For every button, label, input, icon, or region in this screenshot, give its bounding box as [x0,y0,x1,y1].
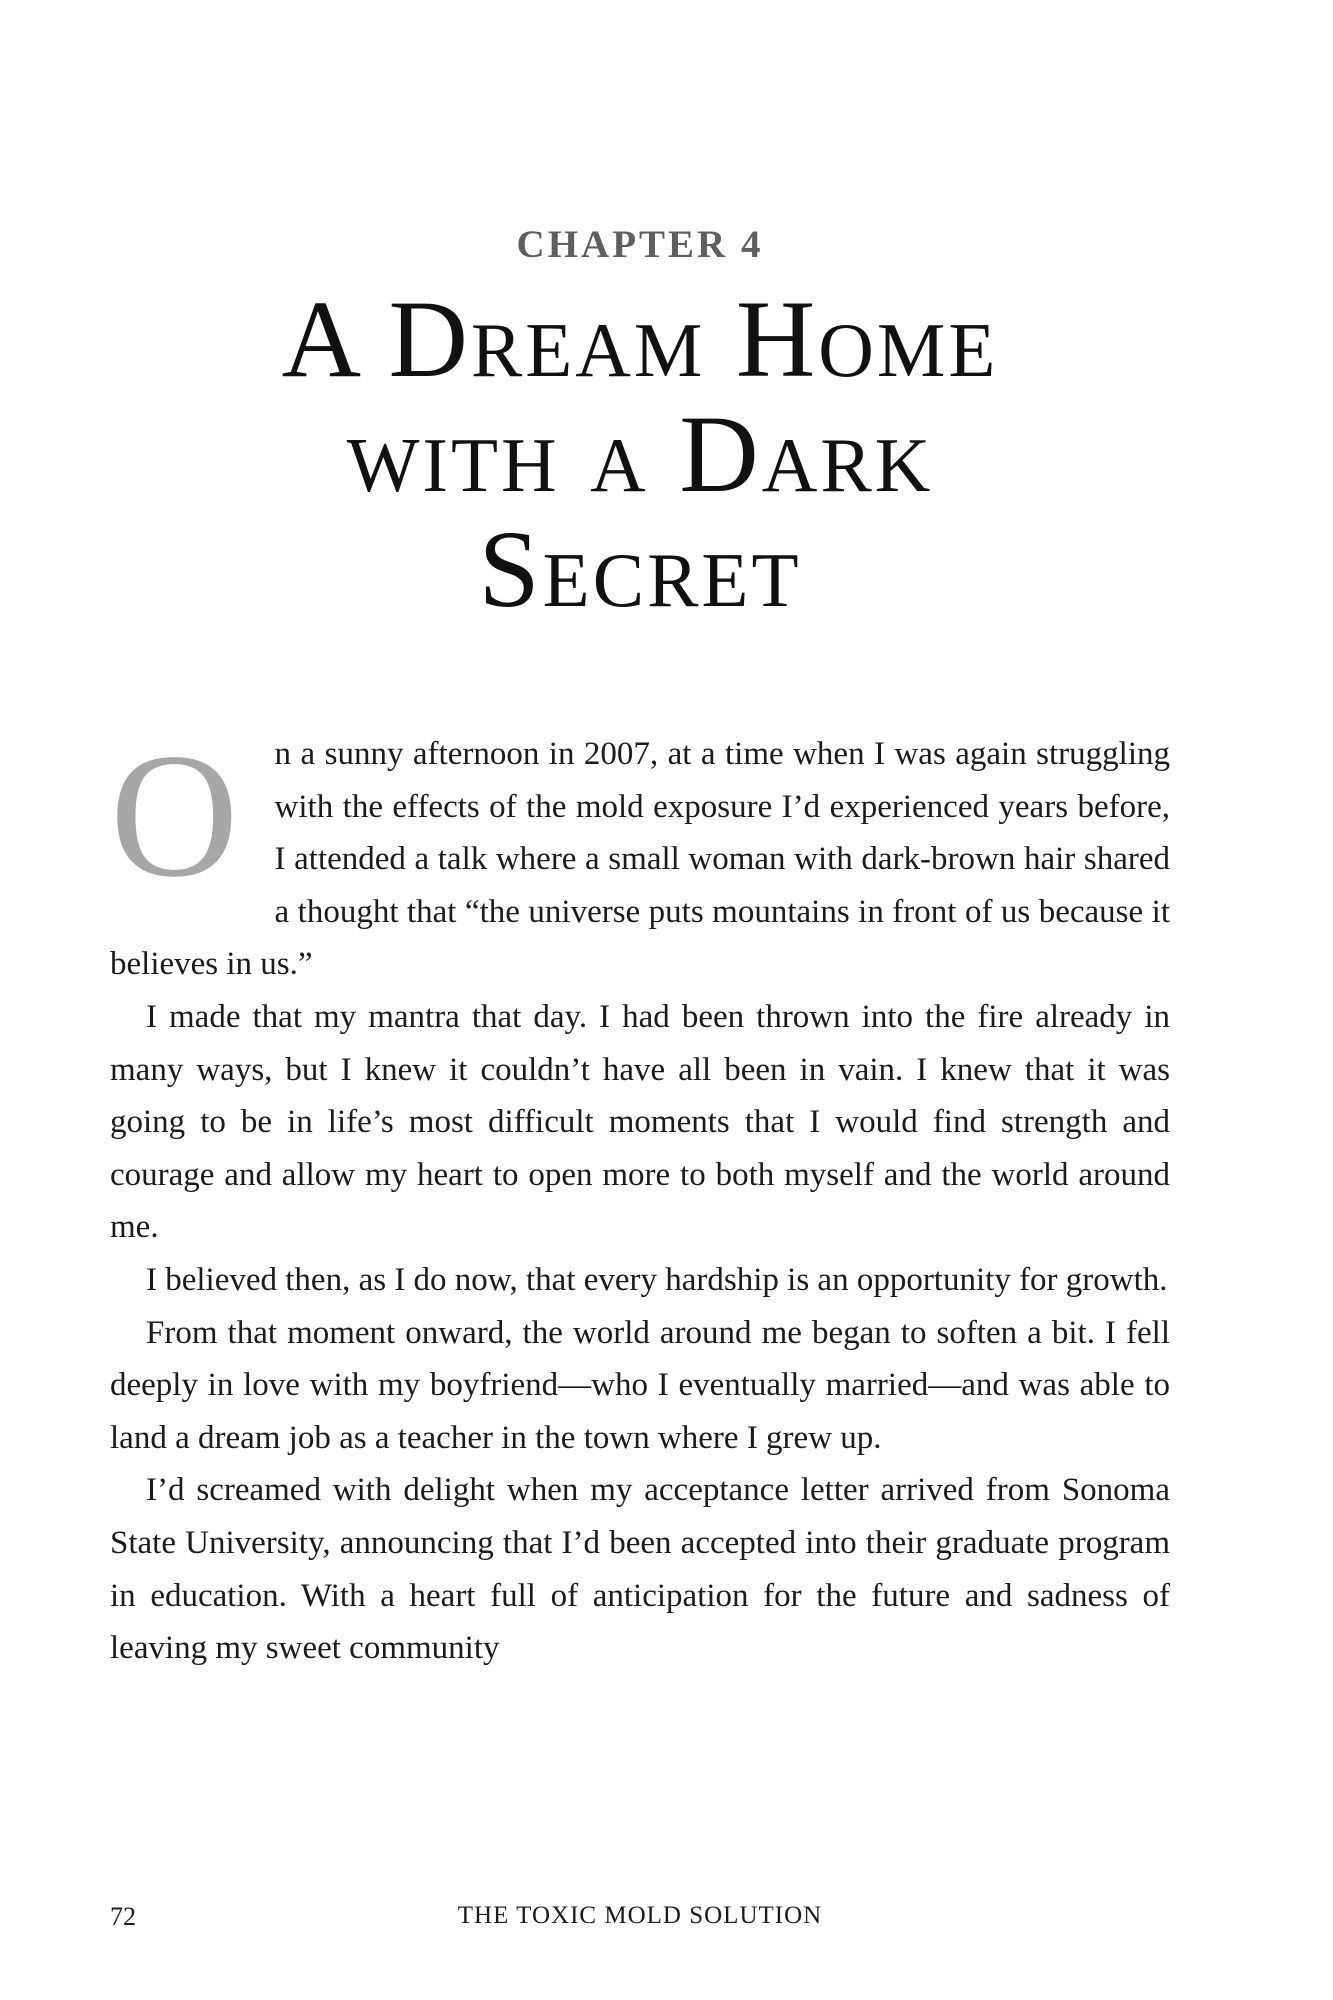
paragraph: I believed then, as I do now, that every hardship is an opportunity for growth. [146,1261,1168,1298]
paragraph: I made that my mantra that day. I had been thrown into the fire already in many ways, but I knew it couldn’t have all been in vain. I knew that it was going to be in life’s most difficult moments that I would find strength and courage and allow my heart to open more to both myself and the world around me. [110,998,1170,1246]
page-footer [110,1902,1170,1938]
chapter-title-line-3: Secret [478,508,802,630]
paragraph: I’d screamed with delight when my acceptance letter arrived from Sonoma State University, announcing that I’d been accepted into their graduate program in education. With a heart full of anticipation for the future and sadness of leaving my sweet community [110,1472,1170,1667]
paragraph-text: n a sunny afternoon in 2007, at a time when I was again struggling with the effects of the mold exposure I’d experienced years before, I attended a talk where a small woman with dark-brown hair shared a thought that “the universe puts mountains in front of us because it believes in us.” [110,736,1170,983]
page-number: 72 [110,1902,136,1931]
chapter-title-line-2: with a Dark [346,393,934,515]
chapter-label: CHAPTER 4 [516,223,764,266]
body-text [110,716,1170,1675]
chapter-title [0,278,1280,630]
chapter-title-line-1: A Dream Home [281,278,999,400]
paragraph: From that moment onward, the world around me began to soften a bit. I fell deeply in love with my boyfriend—who I eventually married—and was able to land a dream job as a teacher in the town where I grew up. [110,1314,1170,1456]
paragraph [110,716,1170,991]
drop-cap: O [110,716,239,914]
running-title: THE TOXIC MOLD SOLUTION [457,1902,823,1929]
